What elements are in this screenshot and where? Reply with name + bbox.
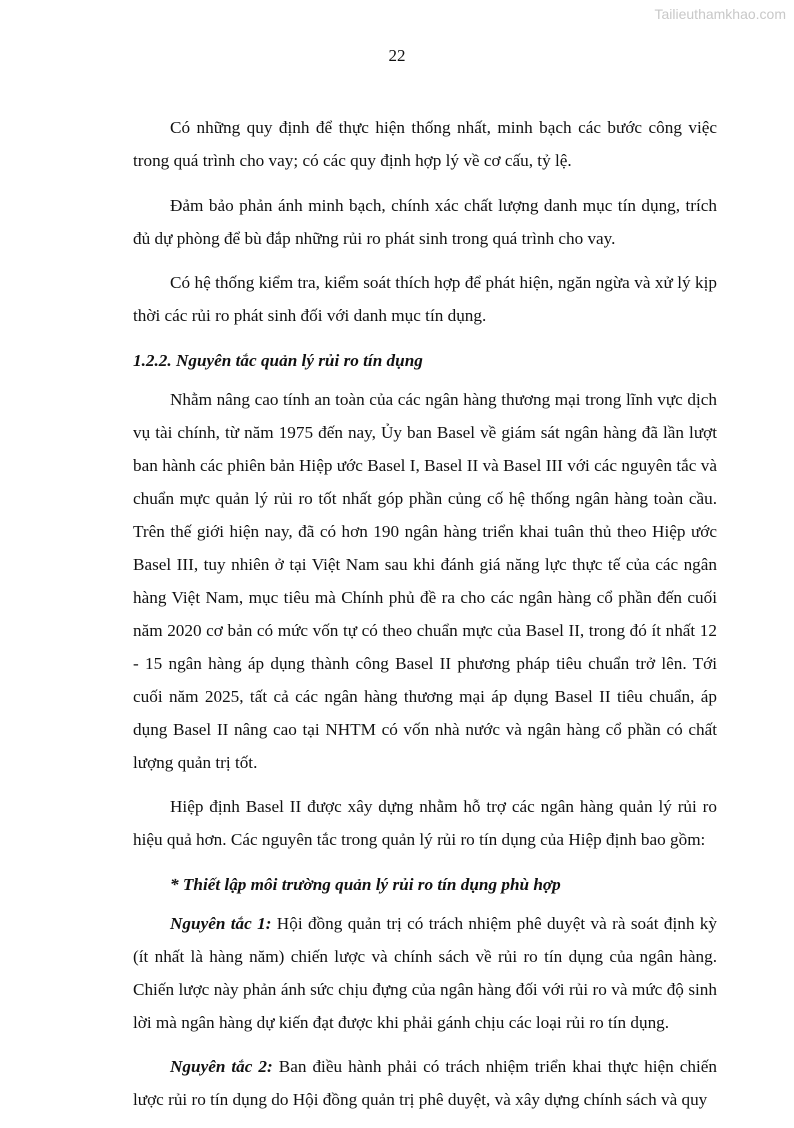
paragraph: Đảm bảo phản ánh minh bạch, chính xác chất lượng danh mục tín dụng, trích đủ dự phòng để bù đắp những rủi ro phát sinh trong quá trình cho vay. [133, 195, 717, 248]
paragraph: Nhằm nâng cao tính an toàn của các ngân hàng thương mại trong lĩnh vực dịch vụ tài chính, từ năm 1975 đến nay, Ủy ban Basel về giám sát ngân hàng đã lần lượt ban hành các phiên bản Hiệp ước Basel I, Basel II và Basel III với các nguyên tắc và chuẩn mực quản lý rủi ro tốt nhất góp phần củng cố hệ thống ngân hàng toàn cầu. Trên thế giới hiện nay, đã có hơn 190 ngân hàng triển khai tuân thủ theo Hiệp ước Basel III, tuy nhiên ở tại Việt Nam sau khi đánh giá năng lực thực tế của các ngân hàng Việt Nam, mục tiêu mà Chính phủ đề ra cho các ngân hàng cổ phần đến cuối năm 2020 cơ bản có mức vốn tự có theo chuẩn mực của Basel II, trong đó ít nhất 12 - 15 ngân hàng áp dụng thành công Basel II phương pháp tiêu chuẩn trở lên. Tới cuối năm 2025, tất cả các ngân hàng thương mại áp dụng Basel II tiêu chuẩn, áp dụng Basel II nâng cao tại NHTM có vốn nhà nước và ngân hàng cổ phần có chất lượng quản trị tốt. [133, 389, 717, 772]
page-number: 22 [388, 46, 406, 65]
principle-2 [133, 1050, 717, 1116]
watermark: Tailieuthamkhao.com [654, 6, 786, 22]
principle-text: Ban điều hành phải có trách nhiệm triển khai thực hiện chiến lược rủi ro tín dụng do Hội đồng quản trị phê duyệt, và xây dựng chính sách và quy [133, 1057, 717, 1109]
paragraph: Có những quy định để thực hiện thống nhất, minh bạch các bước công việc trong quá trình cho vay; có các quy định hợp lý về cơ cấu, tỷ lệ. [133, 118, 717, 170]
principle-label: Nguyên tắc 2: [170, 1057, 273, 1076]
section-heading: 1.2.2. Nguyên tắc quản lý rủi ro tín dụng [133, 350, 423, 370]
subheading: * Thiết lập môi trường quản lý rủi ro tín dụng phù hợp [170, 874, 561, 894]
principle-text: Hội đồng quản trị có trách nhiệm phê duyệt và rà soát định kỳ (ít nhất là hàng năm) chiến lược và chính sách về rủi ro tín dụng của ngân hàng. Chiến lược này phản ánh sức chịu đựng của ngân hàng đối với rủi ro và mức độ sinh lời mà ngân hàng dự kiến đạt được khi phải gánh chịu các loại rủi ro tín dụng. [133, 913, 717, 1032]
document-body [133, 111, 717, 1128]
principle-label: Nguyên tắc 1: [170, 913, 272, 933]
paragraph: Hiệp định Basel II được xây dựng nhằm hỗ trợ các ngân hàng quản lý rủi ro hiệu quả hơn. Các nguyên tắc trong quản lý rủi ro tín dụng của Hiệp định bao gồm: [133, 797, 717, 849]
paragraph: Có hệ thống kiểm tra, kiểm soát thích hợp để phát hiện, ngăn ngừa và xử lý kịp thời các rủi ro phát sinh đối với danh mục tín dụng. [133, 273, 717, 325]
principle-1 [133, 907, 717, 1039]
